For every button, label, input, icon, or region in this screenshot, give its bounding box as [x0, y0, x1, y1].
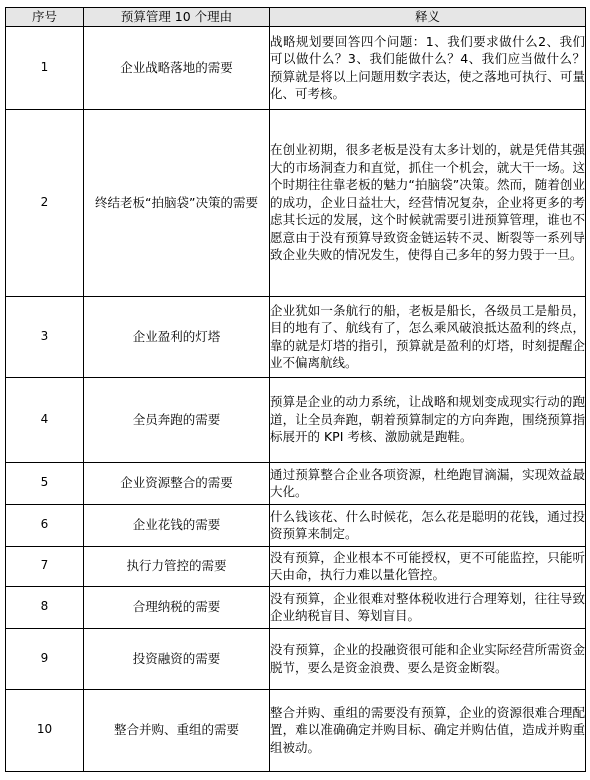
- row-explanation: 通过预算整合企业各项资源，杜绝跑冒滴漏，实现效益最大化。: [270, 462, 586, 504]
- row-reason: 企业盈利的灯塔: [84, 296, 270, 377]
- row-reason: 企业花钱的需要: [84, 504, 270, 546]
- table-row: [6, 689, 586, 771]
- row-explanation: 企业犹如一条航行的船，老板是船长，各级员工是船员，目的地有了、航线有了，怎么乘风破浪抵达盈利的终点，靠的就是灯塔的指引，预算就是盈利的灯塔，时刻提醒企业不偏离航线。: [270, 296, 586, 377]
- row-no: 6: [6, 504, 84, 546]
- row-reason: 合理纳税的需要: [84, 586, 270, 628]
- table-row: [6, 628, 586, 689]
- row-explanation: 整合并购、重组的需要没有预算，企业的资源很难合理配置，难以准确确定并购目标、确定并购估值，造成并购重组被动。: [270, 689, 586, 771]
- row-reason: 整合并购、重组的需要: [84, 689, 270, 771]
- table-row: [6, 586, 586, 628]
- row-no: 9: [6, 628, 84, 689]
- header-reason: 预算管理 10 个理由: [84, 8, 270, 27]
- table-row: [6, 546, 586, 586]
- row-explanation: 没有预算，企业很难对整体税收进行合理筹划，往往导致企业纳税盲目、筹划盲目。: [270, 586, 586, 628]
- row-explanation: 没有预算，企业根本不可能授权，更不可能监控，只能听天由命，执行力难以量化管控。: [270, 546, 586, 586]
- table-header-row: [6, 8, 586, 27]
- row-reason: 投资融资的需要: [84, 628, 270, 689]
- table-row: [6, 109, 586, 296]
- table-row: [6, 504, 586, 546]
- table-row: [6, 377, 586, 462]
- row-reason: 企业资源整合的需要: [84, 462, 270, 504]
- row-no: 5: [6, 462, 84, 504]
- table-row: [6, 296, 586, 377]
- row-no: 3: [6, 296, 84, 377]
- row-no: 2: [6, 109, 84, 296]
- row-explanation: 没有预算，企业的投融资很可能和企业实际经营所需资金脱节，要么是资金浪费、要么是资金断裂。: [270, 628, 586, 689]
- row-explanation: 战略规划要回答四个问题：1、我们要求做什么2、我们可以做什么？3、我们能做什么？4、我们应当做什么？预算就是将以上问题用数字表达，使之落地可执行、可量化、可考核。: [270, 26, 586, 109]
- row-no: 4: [6, 377, 84, 462]
- row-explanation: 什么钱该花、什么时候花，怎么花是聪明的花钱，通过投资预算来制定。: [270, 504, 586, 546]
- budget-reasons-table: [5, 7, 586, 772]
- row-no: 1: [6, 26, 84, 109]
- header-explanation: 释义: [270, 8, 586, 27]
- table-row: [6, 462, 586, 504]
- row-reason: 执行力管控的需要: [84, 546, 270, 586]
- header-no: 序号: [6, 8, 84, 27]
- row-no: 7: [6, 546, 84, 586]
- budget-table-container: [5, 7, 585, 772]
- row-explanation: 预算是企业的动力系统，让战略和规划变成现实行动的跑道，让全员奔跑，朝着预算制定的方向奔跑，围绕预算指标展开的 KPI 考核、激励就是跑鞋。: [270, 377, 586, 462]
- row-reason: 全员奔跑的需要: [84, 377, 270, 462]
- row-no: 8: [6, 586, 84, 628]
- row-reason: 终结老板“拍脑袋”决策的需要: [84, 109, 270, 296]
- table-row: [6, 26, 586, 109]
- row-no: 10: [6, 689, 84, 771]
- row-explanation: 在创业初期，很多老板是没有太多计划的，就是凭借其强大的市场洞查力和直觉，抓住一个机会，就大干一场。这个时期往往靠老板的魅力“拍脑袋”决策。然而，随着创业的成功，企业日益壮大，经营情况复杂，企业将更多的考虑其长远的发展，这个时候就需要引进预算管理，谁也不愿意由于没有预算导致资金链运转不灵、断裂等一系列导致企业失败的情况发生，使得自己多年的努力毁于一旦。: [270, 109, 586, 296]
- row-reason: 企业战略落地的需要: [84, 26, 270, 109]
